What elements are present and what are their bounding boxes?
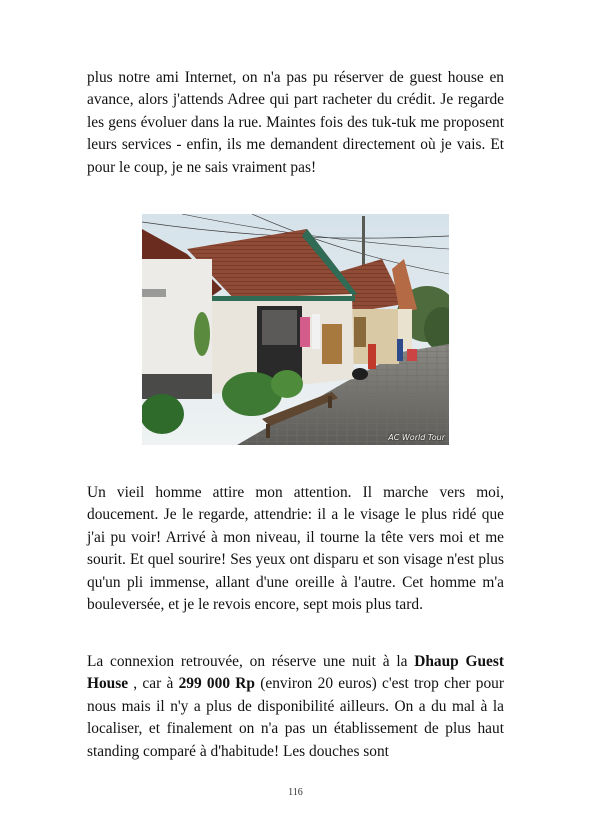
- paragraph-2: Un vieil homme attire mon attention. Il marche vers moi, doucement. Je le regarde, attendrie: il a le visage le plus ridé que j'ai pu voir! Arrivé à mon niveau, il tourne la tête vers moi et me sourit. Et quel sourire! Ses yeux ont disparu et son visage n'est plus qu'un pli immense, allant d'une oreille à l'autre. Cet homme m'a bouleversée, et je le revois encore, sept mois plus tard.: [87, 484, 504, 614]
- paragraph-3-text-3: (environ 20 euros) c'est trop cher pour nous mais il n'y a plus de disponibilité ailleurs. On a du mal à la localiser, et finalement on n'a pas un établissement de plus haut standing comparé à d'habitude! Les douches sont: [87, 675, 504, 760]
- price-amount: 299 000 Rp: [178, 675, 255, 693]
- street-photo: [142, 214, 449, 445]
- page-number: 116: [288, 787, 303, 798]
- guest-house-name: Dhaup Guest House: [87, 653, 504, 693]
- photo-watermark: AC World Tour: [388, 433, 445, 442]
- paragraph-3-text-2: , car à: [128, 675, 179, 693]
- paragraph-1: plus notre ami Internet, on n'a pas pu réserver de guest house en avance, alors j'attends Adree qui part racheter du crédit. Je regarde les gens évoluer dans la rue. Maintes fois des tuk-tuk me proposent leurs services - enfin, ils me demandent directement où je vais. Et pour le coup, je ne sais vraiment pas!: [87, 69, 504, 176]
- paragraph-3: [87, 651, 504, 763]
- street-photo-illustration: [142, 214, 449, 445]
- paragraph-3-text-1: La connexion retrouvée, on réserve une nuit à la: [87, 653, 415, 670]
